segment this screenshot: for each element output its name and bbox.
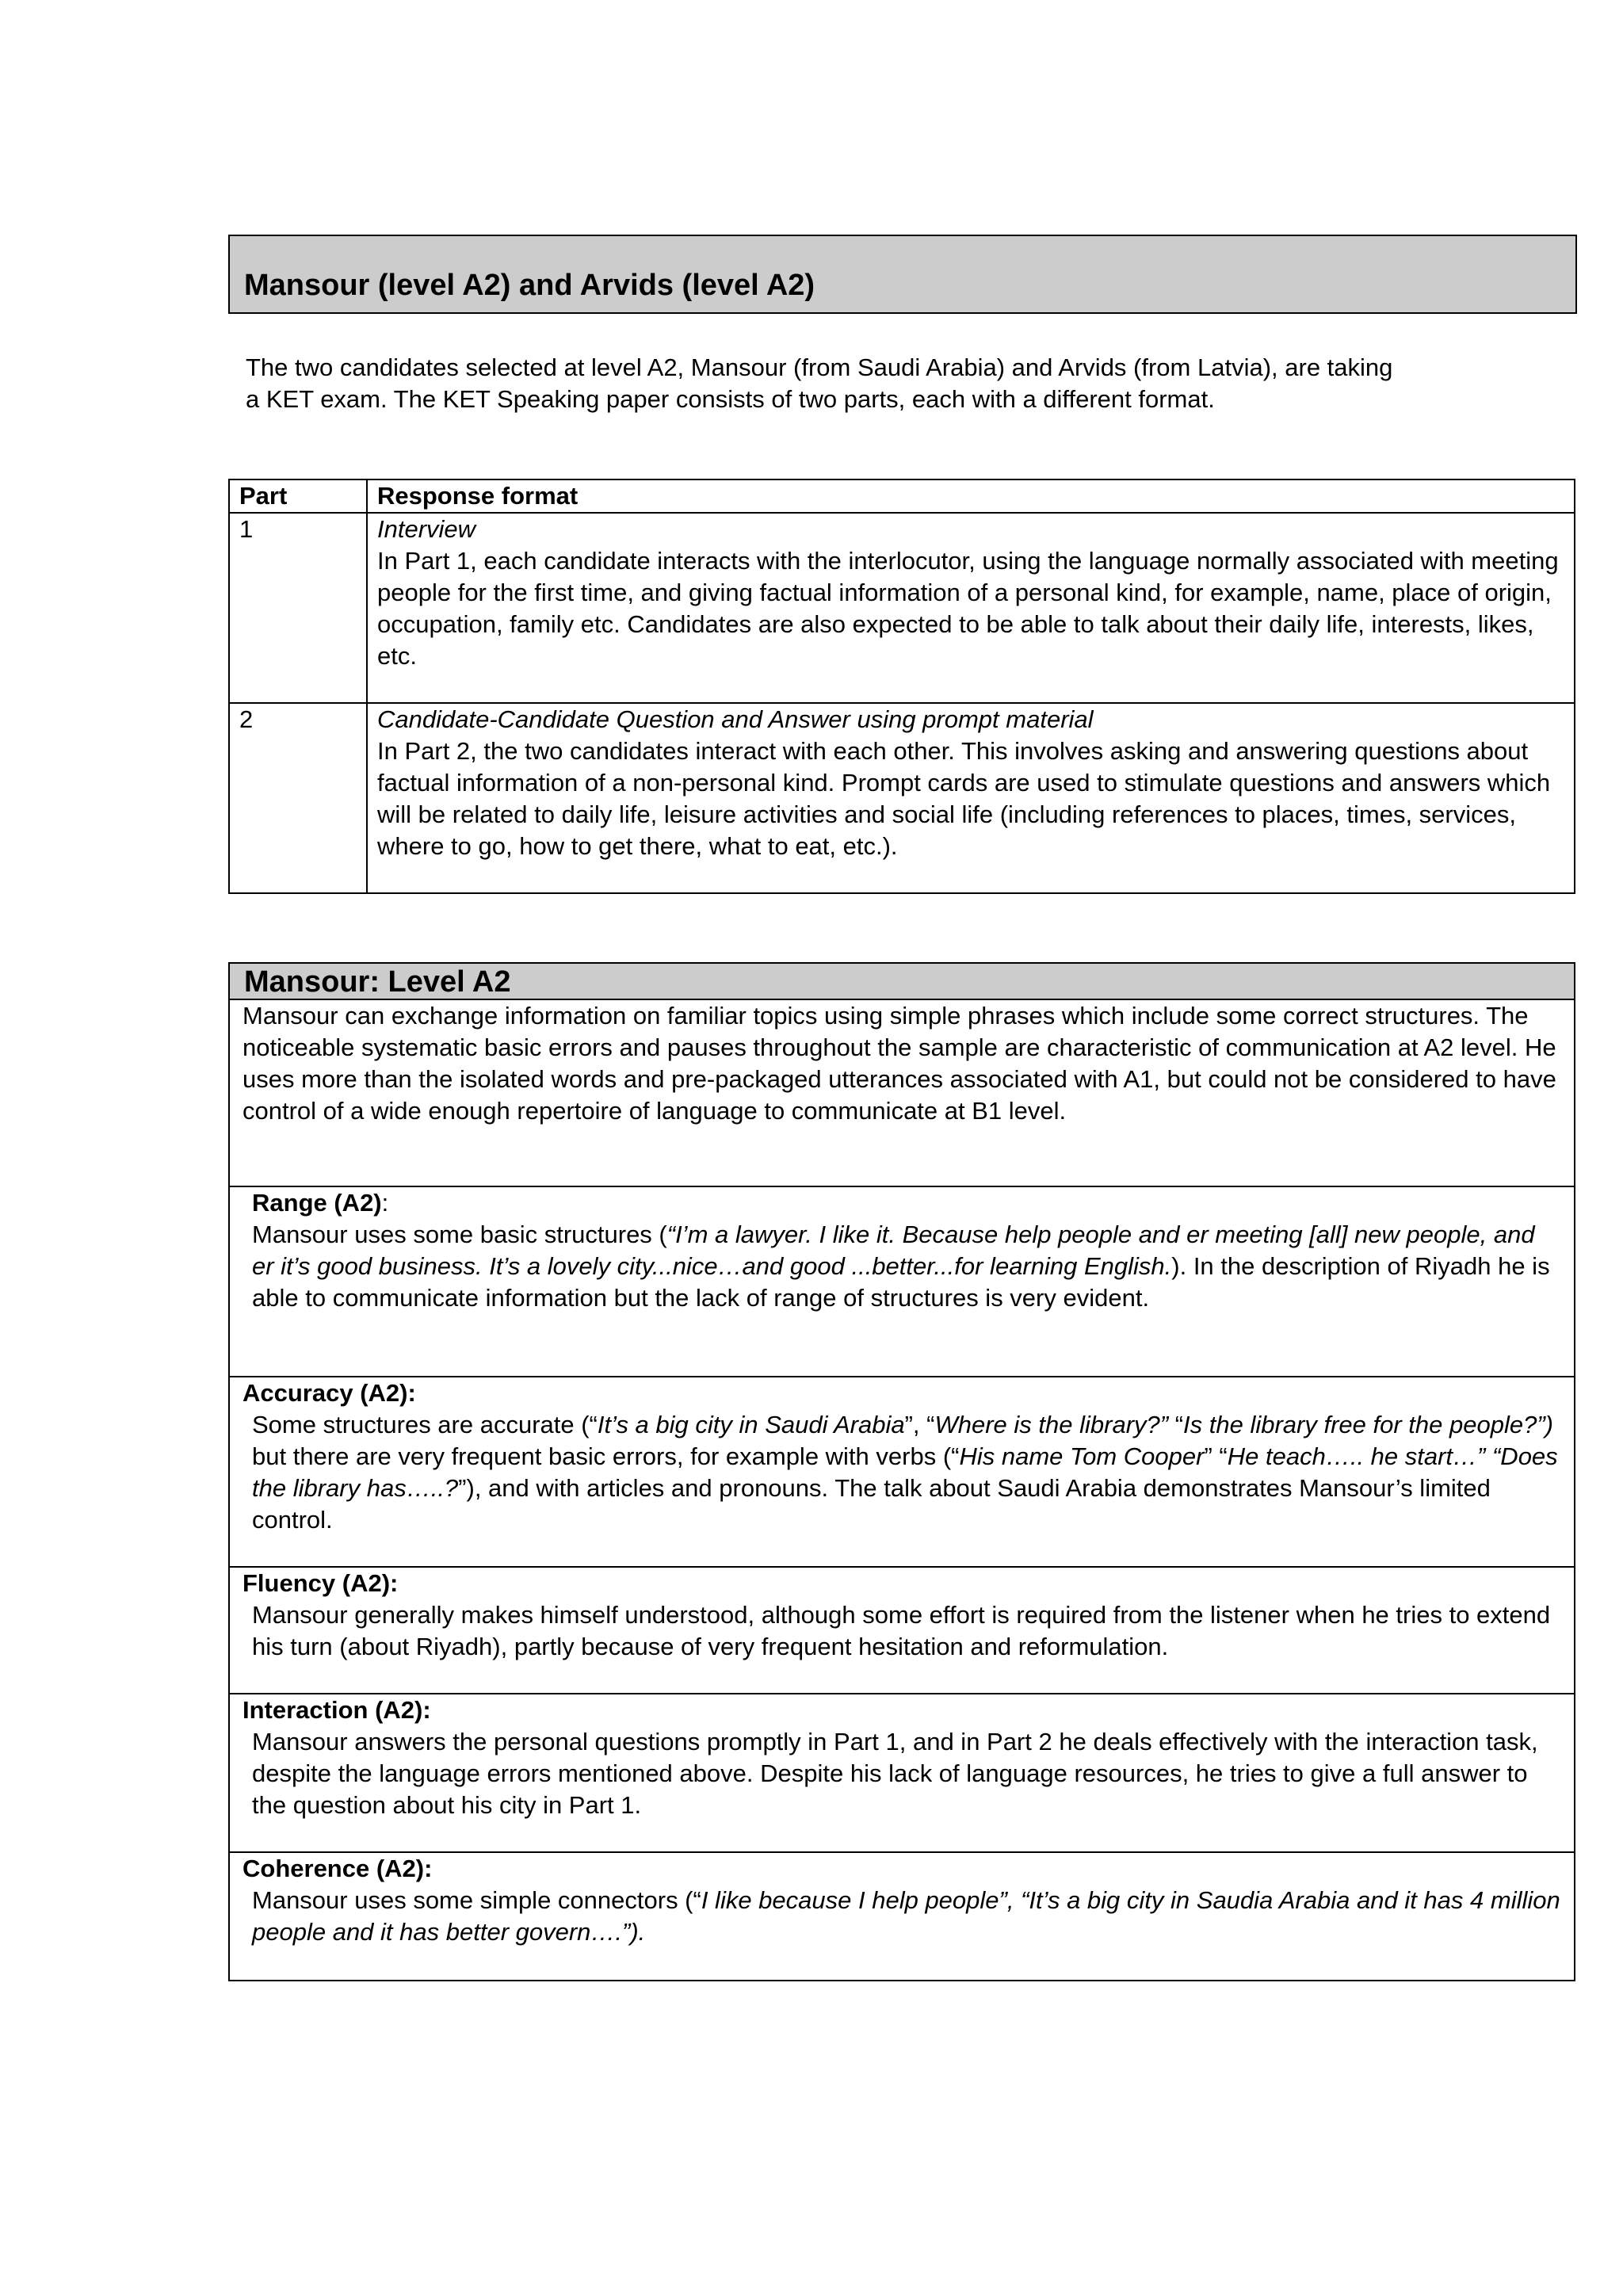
text-run: ”, “ (904, 1411, 935, 1438)
criterion-text: Mansour answers the personal questions promptly in Part 1, and in Part 2 he deals effectively with the interaction task, despite the language errors mentioned above. Despite his lack of language resources, he tries to give a full answer to the question about his city in Part 1. (252, 1728, 1538, 1819)
range-label: Range (A2) (252, 1189, 382, 1217)
quote-run: Where is the library?” (934, 1411, 1169, 1438)
response-format-table (228, 479, 1575, 894)
format-name: Candidate-Candidate Question and Answer using prompt material (377, 705, 1094, 733)
table-row (229, 513, 1575, 703)
assessment-summary: Mansour can exchange information on familiar topics using simple phrases which include some correct structures. The noticeable systematic basic errors and pauses throughout the sample are characteristic of communication at A2 level. He uses more than the isolated words and pre-packaged utterances associated with A1, but could not be considered to have control of a wide enough repertoire of language to communicate at B1 level. (230, 1000, 1574, 1187)
criterion-coherence (230, 1853, 1574, 1980)
part-number: 2 (229, 703, 367, 893)
section-title: Mansour (level A2) and Arvids (level A2) (244, 269, 815, 302)
criterion-range (230, 1187, 1574, 1377)
intro-paragraph: The two candidates selected at level A2, Mansour (from Saudi Arabia) and Arvids (from Latvia), are taking a KET exam. The KET Speaking paper consists of two parts, each with a different format. (246, 353, 1393, 413)
quote-run: It’s a big city in Saudi Arabia (597, 1411, 905, 1438)
format-name: Interview (377, 515, 476, 543)
table-header-row (229, 479, 1575, 513)
quote-run: He teach….. he start…” “Does the library has…..? (252, 1442, 1558, 1502)
section-title-box (228, 235, 1577, 314)
format-text: In Part 2, the two candidates interact with each other. This involves asking and answering questions about factual information of a non-personal kind. Prompt cards are used to stimulate questions and answers which will be related to daily life, leisure activities and social life (including references to places, times, services, where to go, how to get there, what to eat, etc.). (377, 737, 1551, 860)
text-run: Some structures are accurate (“ (252, 1411, 598, 1438)
format-description (367, 513, 1575, 703)
criterion-fluency (230, 1568, 1574, 1694)
range-label-colon: : (381, 1189, 389, 1217)
quote-run: “I’m a lawyer. I like it. Because help people and er meeting [all] new people, and er it’s good business. It’s a lovely city...nice…and good ...better...for learning English. (252, 1221, 1535, 1280)
quote-run: His name Tom Cooper (959, 1442, 1205, 1470)
text-run: but there are very frequent basic errors, for example with verbs (“ (252, 1442, 960, 1470)
assessment-heading-bar (230, 962, 1574, 1000)
criterion-label (230, 1187, 1574, 1219)
criterion-text (230, 1219, 1574, 1314)
text-run: ). In the description of Riyadh he is able to communicate information but the lack of range of structures is very evident. (252, 1252, 1550, 1312)
criterion-text: Mansour generally makes himself understood, although some effort is required from the listener when he tries to extend his turn (about Riyadh), partly because of very frequent hesitation and reformulation. (252, 1601, 1551, 1660)
quote-run: Is the library free for the people?”) (1183, 1411, 1553, 1438)
text-run: ” “ (1204, 1442, 1228, 1470)
criterion-text (230, 1885, 1574, 1948)
header-response-format: Response format (367, 479, 1575, 513)
format-text: In Part 1, each candidate interacts with the interlocutor, using the language normally associated with meeting people for the first time, and giving factual information of a personal kind, for example, name, place of origin, occupation, family etc. Candidates are also expected to be able to talk about their daily life, interests, likes, etc. (377, 547, 1559, 670)
criterion-accuracy (230, 1377, 1574, 1568)
criterion-label: Fluency (A2): (242, 1569, 399, 1597)
criterion-interaction (230, 1694, 1574, 1853)
part-number: 1 (229, 513, 367, 703)
assessment-table (228, 962, 1575, 1981)
text-run: Mansour uses some basic structures ( (252, 1221, 667, 1248)
text-run: ”), and with articles and pronouns. The talk about Saudi Arabia demonstrates Mansour’s limited control. (252, 1474, 1491, 1534)
header-part: Part (229, 479, 367, 513)
table-row (229, 703, 1575, 893)
text-run: Mansour uses some simple connectors (“ (252, 1886, 701, 1914)
criterion-label: Interaction (A2): (242, 1696, 431, 1724)
criterion-label: Accuracy (A2): (242, 1379, 416, 1407)
assessment-heading: Mansour: Level A2 (244, 965, 511, 999)
criterion-label: Coherence (A2): (242, 1855, 433, 1882)
quote-run: I like because I help people”, “It’s a big city in Saudia Arabia and it has 4 million people and it has better govern….”). (252, 1886, 1560, 1946)
format-description (367, 703, 1575, 893)
text-run: “ (1168, 1411, 1184, 1438)
criterion-text (230, 1409, 1574, 1536)
